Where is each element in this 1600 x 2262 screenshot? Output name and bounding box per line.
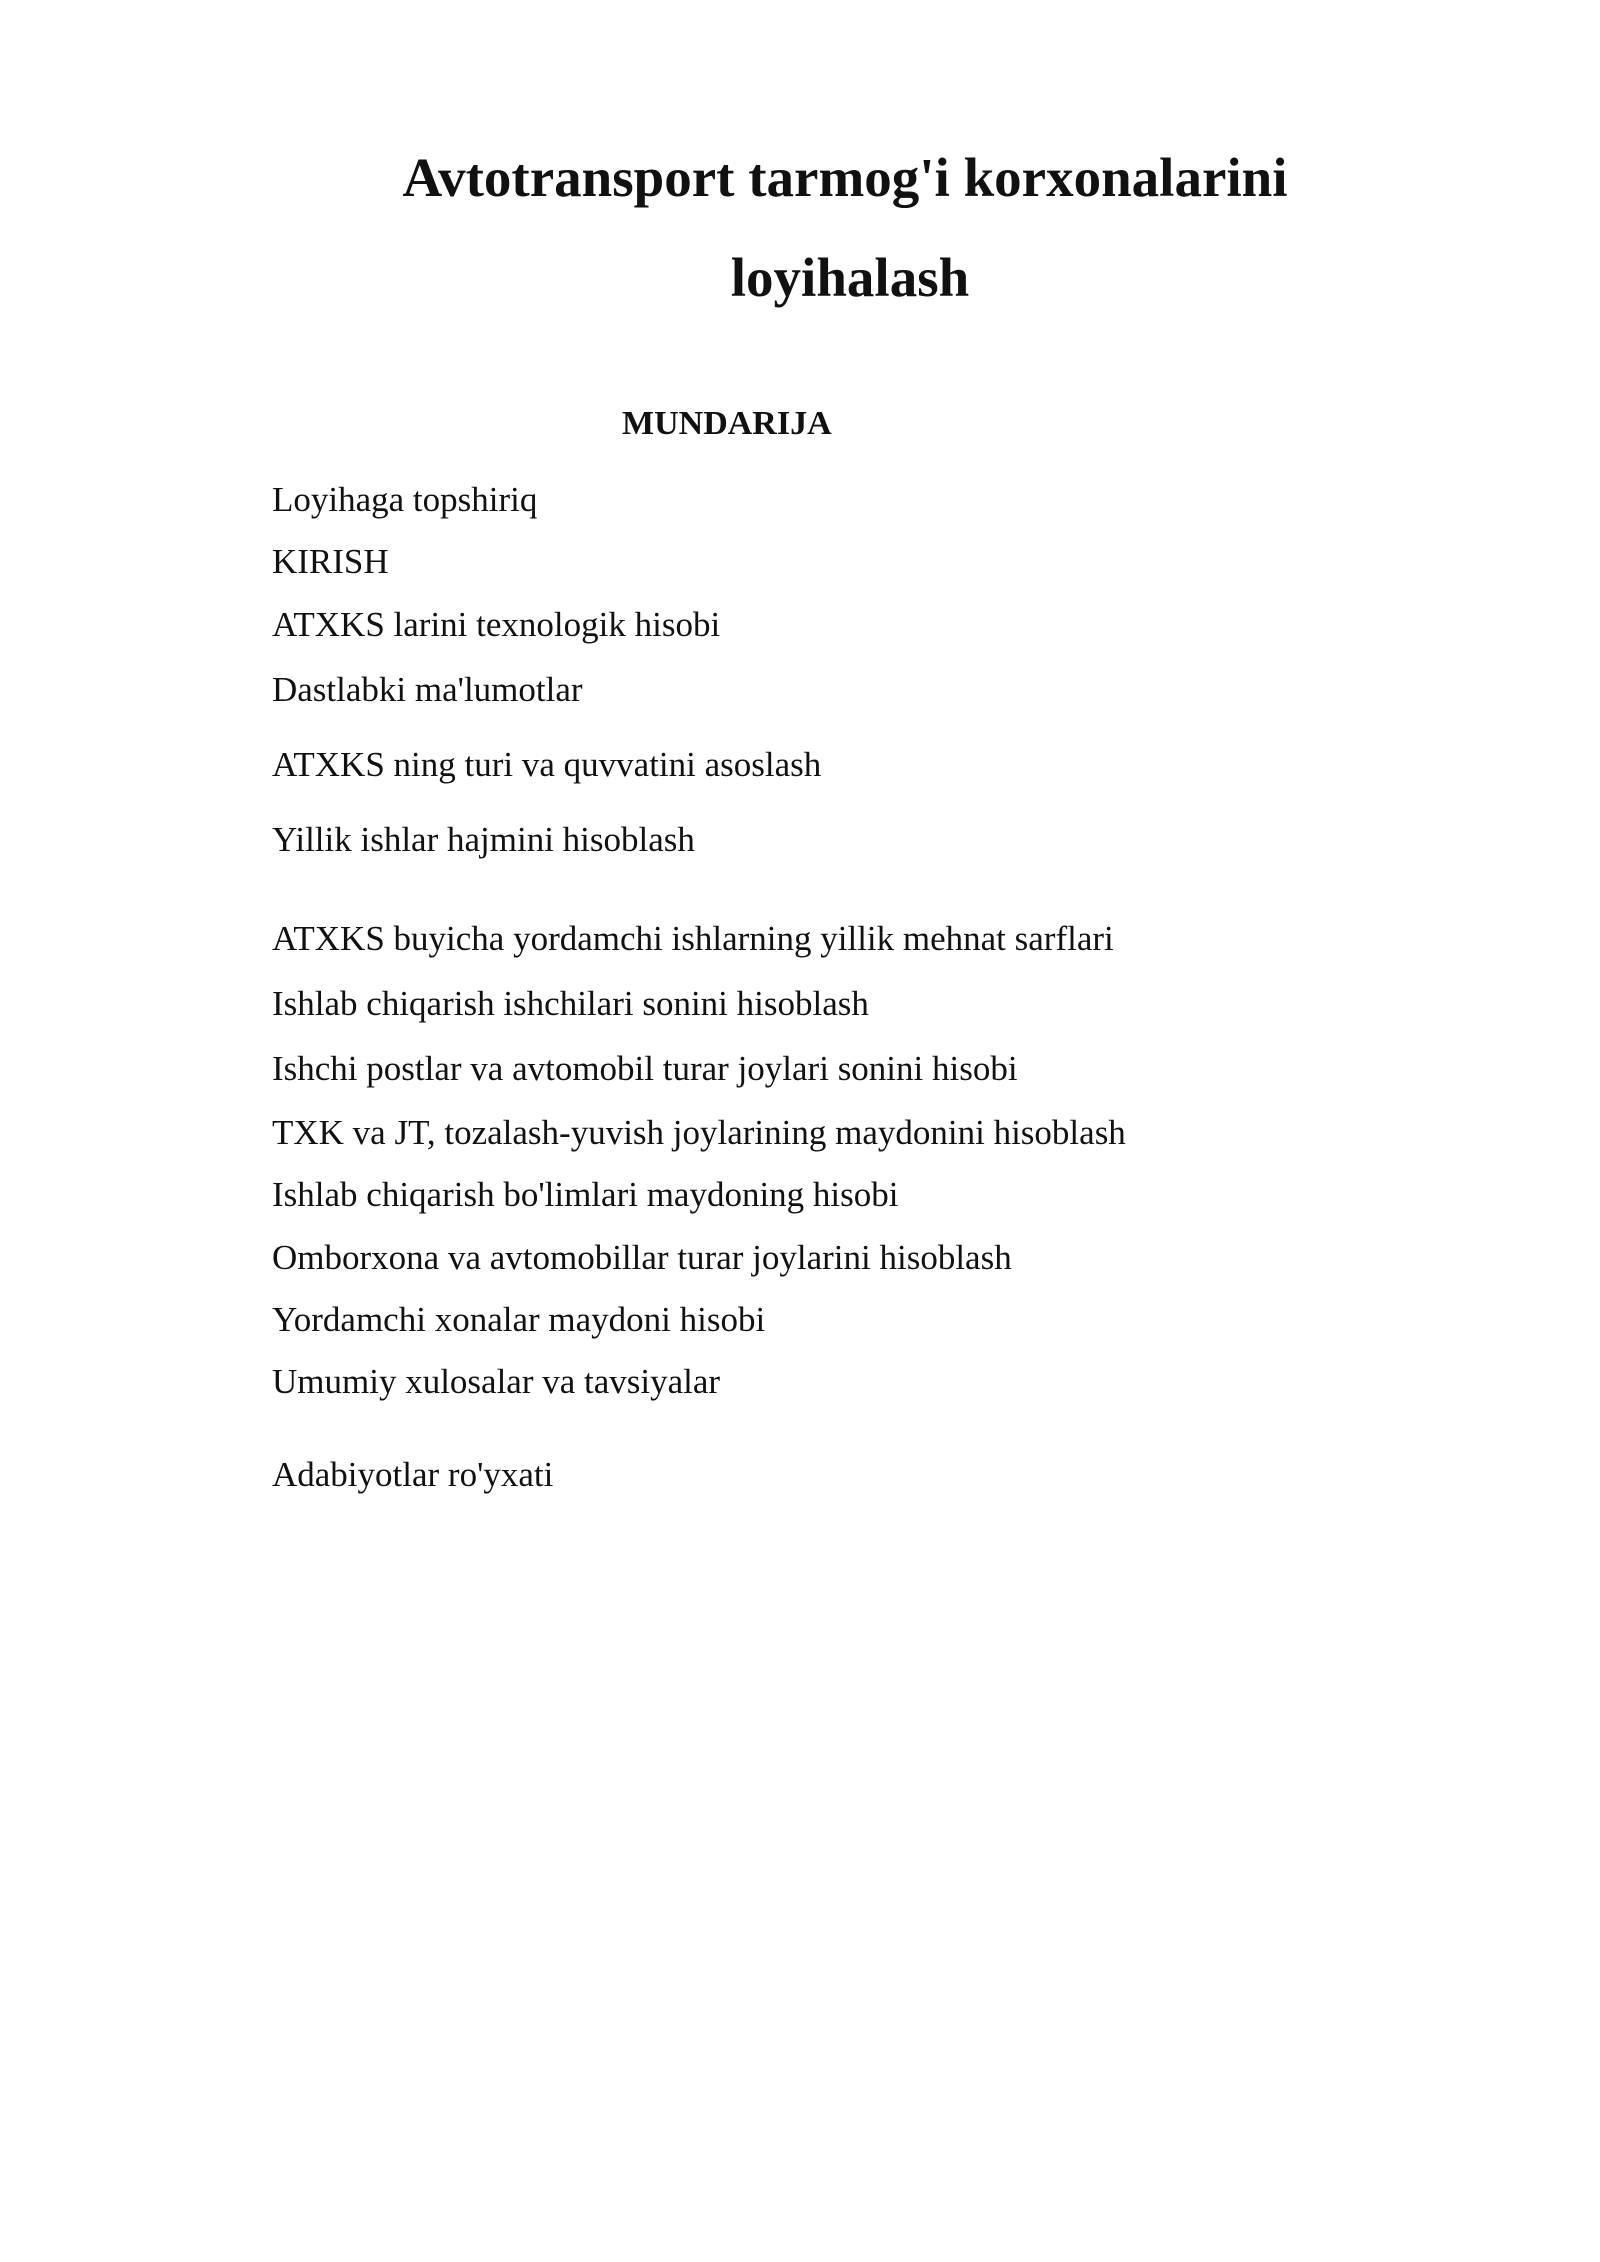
- toc-item-yordamchi-ishlar-mehnat: ATXKS buyicha yordamchi ishlarning yillik mehnat sarflari: [272, 919, 1114, 958]
- toc-heading: MUNDARIJA: [622, 405, 832, 442]
- document-title-line-2: loyihalash: [730, 247, 970, 308]
- toc-item-kirish: KIRISH: [272, 542, 389, 581]
- toc-item-txk-jt-maydoni: TXK va JT, tozalash-yuvish joylarining maydonini hisoblash: [272, 1113, 1126, 1152]
- document-title-line-1: Avtotransport tarmog'i korxonalarini: [402, 147, 1288, 208]
- toc-item-yordamchi-xonalar: Yordamchi xonalar maydoni hisobi: [272, 1300, 766, 1339]
- toc-item-omborxona: Omborxona va avtomobillar turar joylarini hisoblash: [272, 1238, 1012, 1277]
- toc-item-xulosalar: Umumiy xulosalar va tavsiyalar: [272, 1362, 721, 1401]
- toc-item-atxks-turi-quvvati: ATXKS ning turi va quvvatini asoslash: [272, 745, 822, 784]
- toc-item-yillik-ishlar-hajmi: Yillik ishlar hajmini hisoblash: [272, 820, 695, 859]
- toc-item-bolimlar-maydoni: Ishlab chiqarish bo'limlari maydoning hisobi: [272, 1175, 899, 1214]
- toc-item-atxks-texnologik-hisobi: ATXKS larini texnologik hisobi: [272, 605, 721, 644]
- toc-item-ishchilar-soni: Ishlab chiqarish ishchilari sonini hisoblash: [272, 984, 869, 1023]
- toc-item-adabiyotlar: Adabiyotlar ro'yxati: [272, 1455, 554, 1494]
- toc-item-loyihaga-topshiriq: Loyihaga topshiriq: [272, 480, 538, 519]
- toc-item-dastlabki-malumotlar: Dastlabki ma'lumotlar: [272, 670, 583, 709]
- toc-item-ishchi-postlar: Ishchi postlar va avtomobil turar joylari sonini hisobi: [272, 1049, 1018, 1088]
- document-title: [0, 128, 1600, 328]
